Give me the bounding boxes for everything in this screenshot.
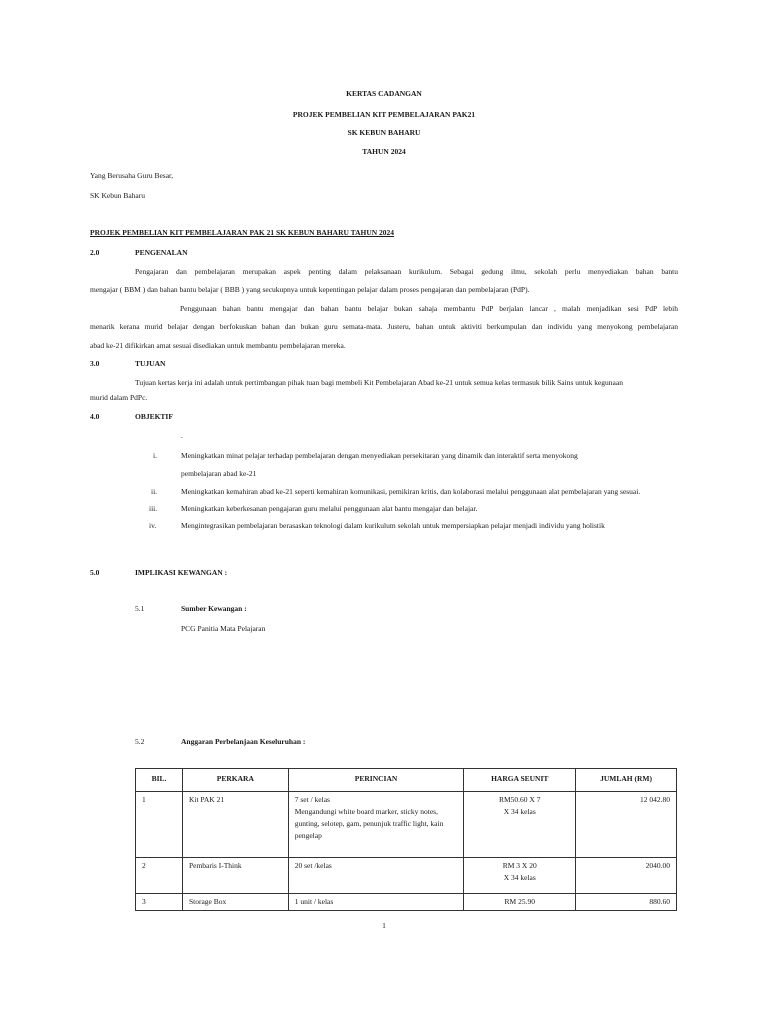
paragraph-line: Pengajaran dan pembelajaran merupakan aspek penting dalam pelaksanaan kurikulum. Sebagai gedung ilmu, sekolah perlu menyediakan bahan bantu [135, 267, 678, 276]
cell-perincian [288, 792, 464, 858]
page-number: 1 [382, 921, 386, 930]
cell-jumlah: 880.60 [576, 894, 677, 911]
harga-line: RM50.60 X 7 [499, 795, 541, 804]
section-number: 2.0 [90, 248, 100, 257]
cell-harga [464, 792, 576, 858]
paragraph-line: menarik kerana murid belajar dengan berfokuskan bahan dan bukan guru semata-mata. Justeru, bahan untuk aktiviti berkumpulan dan individu yang menyokong pembelajaran [90, 322, 678, 331]
subsection-number: 5.2 [135, 737, 145, 746]
cell-jumlah: 12 042.80 [576, 792, 677, 858]
cell-perkara: Pembaris I-Think [182, 858, 288, 894]
col-header-perkara: PERKARA [182, 769, 288, 792]
cell-harga [464, 858, 576, 894]
paragraph-line: Penggunaan bahan bantu mengajar dan bahan bantu belajar bukan sahaja membantu PdP berjalan lancar , malah menjadikan sesi PdP lebih [180, 304, 678, 313]
section-title: OBJEKTIF [135, 412, 173, 421]
objective-text: Meningkatkan kemahiran abad ke-21 seperti kemahiran komunikasi, pemikiran kritis, dan kolaborasi melalui penggunaan alat pembelajaran yang sesuai. [181, 487, 641, 496]
col-header-bil: BIL. [136, 769, 183, 792]
objective-text: pembelajaran abad ke-21 [181, 469, 257, 478]
cell-harga: RM 25.90 [464, 894, 576, 911]
col-header-harga: HARGA SEUNIT [464, 769, 576, 792]
table-row [136, 792, 677, 858]
harga-line: RM 3 X 20 [502, 861, 537, 870]
harga-line: X 34 kelas [503, 807, 536, 816]
objective-roman: iii. [149, 504, 158, 513]
doc-title: KERTAS CADANGAN [346, 89, 422, 98]
table-header-row [136, 769, 677, 792]
col-header-jumlah: JUMLAH (RM) [576, 769, 677, 792]
section-number: 4.0 [90, 412, 100, 421]
paragraph-line: mengajar ( BBM ) dan bahan bantu belajar ( BBB ) yang secukupnya untuk kepentingan pelajar dalam proses pengajaran dan pembelajaran (PdP). [90, 285, 530, 294]
objective-roman: iv. [149, 521, 157, 530]
doc-year: TAHUN 2024 [362, 147, 406, 156]
perincian-line: Mengandungi white board marker, sticky notes, [294, 807, 438, 816]
section-title: TUJUAN [135, 359, 166, 368]
perincian-line: 7 set / kelas [294, 795, 330, 804]
table-row [136, 894, 677, 911]
objective-text: Mengintegrasikan pembelajaran berasaskan teknologi dalam kurikulum sekolah untuk mempersiapkan pelajar menjadi individu yang holistik [181, 521, 605, 530]
subsection-number: 5.1 [135, 604, 145, 613]
doc-project-title: PROJEK PEMBELIAN KIT PEMBELAJARAN PAK21 [292, 110, 476, 119]
objective-roman: i. [153, 451, 157, 460]
paragraph-line: abad ke-21 difikirkan amat sesuai disediakan untuk membantu pembelajaran mereka. [90, 341, 346, 350]
col-header-perincian: PERINCIAN [288, 769, 464, 792]
harga-line: X 34 kelas [503, 873, 536, 882]
objective-text: Meningkatkan keberkesanan pengajaran guru melalui penggunaan alat bantu mengajar dan belajar. [181, 504, 478, 513]
stray-dot: . [181, 431, 183, 440]
section-number: 3.0 [90, 359, 100, 368]
doc-school-name: SK KEBUN BAHARU [347, 128, 421, 137]
section-title: IMPLIKASI KEWANGAN : [135, 568, 228, 577]
perincian-line: gunting, selotep, gam, penunjuk traffic light, kain [294, 819, 444, 828]
section-number: 5.0 [90, 568, 100, 577]
cell-perincian: 20 set /kelas [288, 858, 464, 894]
subsection-title: Anggaran Perbelanjaan Keseluruhan : [181, 737, 306, 746]
objective-text: Meningkatkan minat pelajar terhadap pembelajaran dengan menyediakan persekitaran yang dinamik dan interaktif serta menyokong [181, 451, 578, 460]
cell-perincian: 1 unit / kelas [288, 894, 464, 911]
subsection-title: Sumber Kewangan : [181, 604, 247, 613]
subject-heading: PROJEK PEMBELIAN KIT PEMBELAJARAN PAK 21 SK KEBUN BAHARU TAHUN 2024 [90, 228, 395, 237]
cell-bil: 2 [136, 858, 183, 894]
table-row [136, 858, 677, 894]
cell-jumlah: 2040.00 [576, 858, 677, 894]
cell-perkara: Storage Box [182, 894, 288, 911]
cell-perkara: Kit PAK 21 [182, 792, 288, 858]
cost-table [135, 768, 677, 911]
cell-bil: 3 [136, 894, 183, 911]
perincian-line: pengelap [294, 831, 322, 840]
paragraph-line: murid dalam PdPc. [90, 393, 148, 402]
salutation-line1: Yang Berusaha Guru Besar, [90, 171, 174, 180]
section-title: PENGENALAN [135, 248, 188, 257]
paragraph-line: Tujuan kertas kerja ini adalah untuk pertimbangan pihak tuan bagi membeli Kit Pembelajaran Abad ke-21 untuk semua kelas termasuk bilik Sains untuk kegunaan [135, 378, 623, 387]
salutation-line2: SK Kebun Baharu [90, 191, 145, 200]
objective-roman: ii. [151, 487, 158, 496]
funding-source: PCG Panitia Mata Pelajaran [181, 624, 266, 633]
cell-bil: 1 [136, 792, 183, 858]
